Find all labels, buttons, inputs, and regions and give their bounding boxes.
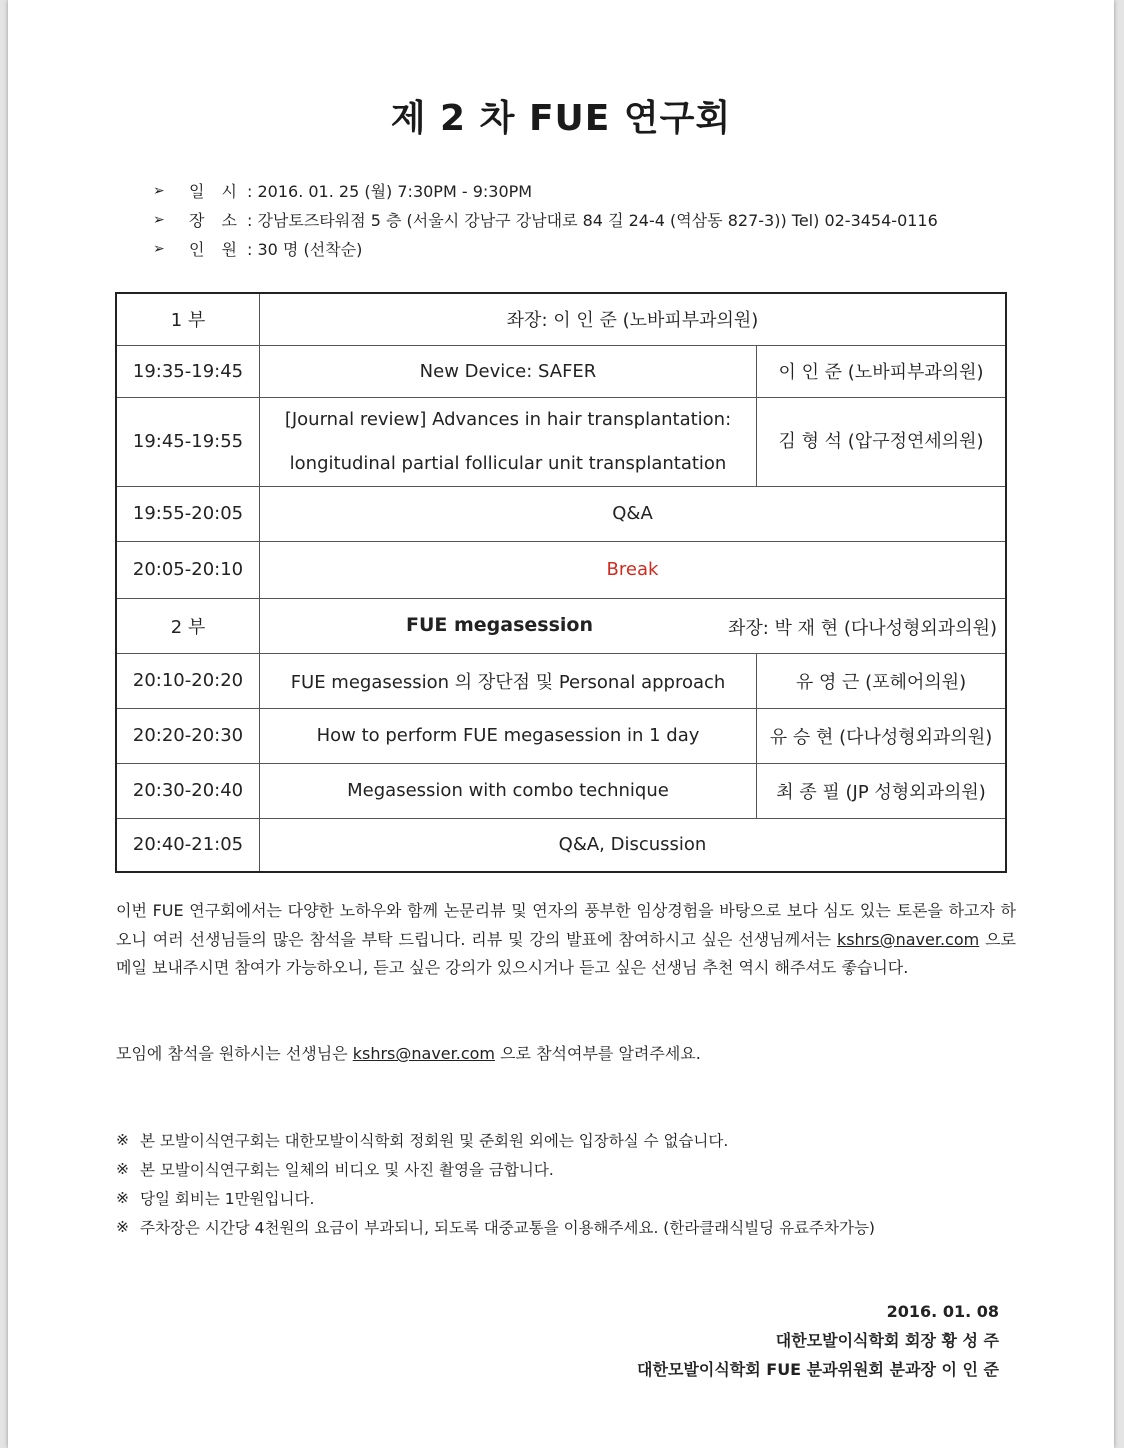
table-row [116,708,1006,763]
table-row [116,541,1006,598]
notice-text: 당일 회비는 1만원입니다. [140,1189,315,1208]
paragraph-text: 으로 참석여부를 알려주세요. [495,1044,701,1063]
time-cell: 19:55-20:05 [116,486,260,541]
document-title: 제 2 차 FUE 연구회 [390,98,732,139]
table-row [116,345,1006,397]
notice-item [116,1154,875,1183]
info-capacity [153,234,938,263]
intro-paragraph [116,897,1016,983]
topic-cell: Q&A [260,486,1007,541]
time-cell: 19:35-19:45 [116,345,260,397]
schedule-table [115,292,1007,873]
topic-line: longitudinal partial follicular unit transplantation [289,452,727,474]
info-label: 장 소 [189,211,243,230]
topic-cell: Q&A, Discussion [260,818,1007,872]
table-row [116,818,1006,872]
part-chair: 좌장: 이 인 준 (노바피부과의원) [260,293,1007,345]
part-label: 2 부 [116,598,260,653]
event-info-list [153,176,938,263]
time-cell: 20:40-21:05 [116,818,260,872]
paragraph-text: 이번 FUE 연구회에서는 다양한 노하우와 함께 논문리뷰 및 연자의 풍부한 임상경험을 바탕으로 보다 심도 있는 토론을 하고자 하오니 여러 선생님들의 많은 참석을 부탁 드립니다. 리뷰 및 강의 발표에 참여하시고 싶은 선생님께서는 [116,901,1016,949]
table-row [116,397,1006,486]
time-cell: 20:05-20:10 [116,541,260,598]
reference-mark-icon: ※ [116,1130,129,1149]
part-chair: 좌장: 박 재 현 (다나성형외과의원) [727,617,997,639]
session-name: FUE megasession [406,613,594,636]
paragraph-text: 으로 메일 보내주시면 참여가 가능하오니, 듣고 싶은 강의가 있으시거나 듣고 싶은 선생님 추천 역시 해주셔도 좋습니다. [116,929,1016,977]
reference-mark-icon: ※ [116,1188,129,1207]
info-value: : 강남토즈타워점 5 층 (서울시 강남구 강남대로 84 길 24-4 (역삼동 827-3)) Tel) 02-3454-0116 [247,211,938,230]
arrow-bullet-icon: ➢ [153,240,165,257]
part-label: 1 부 [116,293,260,345]
notice-item [116,1125,875,1154]
speaker-cell: 최 종 필 (JP 성형외과의원) [757,763,1007,818]
notice-item [116,1212,875,1241]
speaker-cell: 이 인 준 (노바피부과의원) [757,345,1007,397]
time-cell: 20:10-20:20 [116,653,260,708]
time-cell: 20:20-20:30 [116,708,260,763]
reference-mark-icon: ※ [116,1217,129,1236]
topic-cell: Megasession with combo technique [260,763,757,818]
speaker-cell: 김 형 석 (압구정연세의원) [757,397,1007,486]
time-cell: 19:45-19:55 [116,397,260,486]
topic-cell [260,397,757,486]
speaker-cell: 유 승 현 (다나성형외과의원) [757,708,1007,763]
signature-date: 2016. 01. 08 [886,1302,999,1321]
signature-block [637,1297,999,1384]
arrow-bullet-icon: ➢ [153,211,165,228]
table-row [116,598,1006,653]
arrow-bullet-icon: ➢ [153,182,165,199]
table-row [116,293,1006,345]
topic-cell: FUE megasession 의 장단점 및 Personal approach [260,653,757,708]
notice-list [116,1125,875,1241]
part2-header-cell [260,598,1007,653]
info-value: : 30 명 (선착순) [247,240,363,259]
topic-cell: How to perform FUE megasession in 1 day [260,708,757,763]
notice-text: 본 모발이식연구회는 대한모발이식학회 정회원 및 준회원 외에는 입장하실 수 없습니다. [140,1131,729,1150]
info-label: 일 시 [189,182,243,201]
table-row [116,763,1006,818]
time-cell: 20:30-20:40 [116,763,260,818]
info-location [153,205,938,234]
signature-line: 대한모발이식학회 FUE 분과위원회 분과장 이 인 준 [637,1360,999,1379]
info-date [153,176,938,205]
notice-item [116,1183,875,1212]
speaker-cell: 유 영 근 (포헤어의원) [757,653,1007,708]
paragraph-text: 모임에 참석을 원하시는 선생님은 [116,1044,353,1063]
reference-mark-icon: ※ [116,1159,129,1178]
break-cell: Break [260,541,1007,598]
info-label: 인 원 [189,240,243,259]
topic-cell: New Device: SAFER [260,345,757,397]
topic-line: [Journal review] Advances in hair transplantation: [284,408,732,430]
notice-text: 본 모발이식연구회는 일체의 비디오 및 사진 촬영을 금합니다. [140,1160,554,1179]
signature-line: 대한모발이식학회 회장 황 성 주 [775,1331,999,1350]
table-row [116,653,1006,708]
email-link[interactable]: kshrs@naver.com [836,929,980,949]
email-link[interactable]: kshrs@naver.com [352,1044,496,1063]
info-value: : 2016. 01. 25 (월) 7:30PM - 9:30PM [247,182,533,201]
rsvp-paragraph [116,1040,1016,1069]
notice-text: 주차장은 시간당 4천원의 요금이 부과되니, 되도록 대중교통을 이용해주세요. (한라클래식빌딩 유료주차가능) [140,1218,875,1237]
table-row [116,486,1006,541]
document-page [8,0,1114,1448]
